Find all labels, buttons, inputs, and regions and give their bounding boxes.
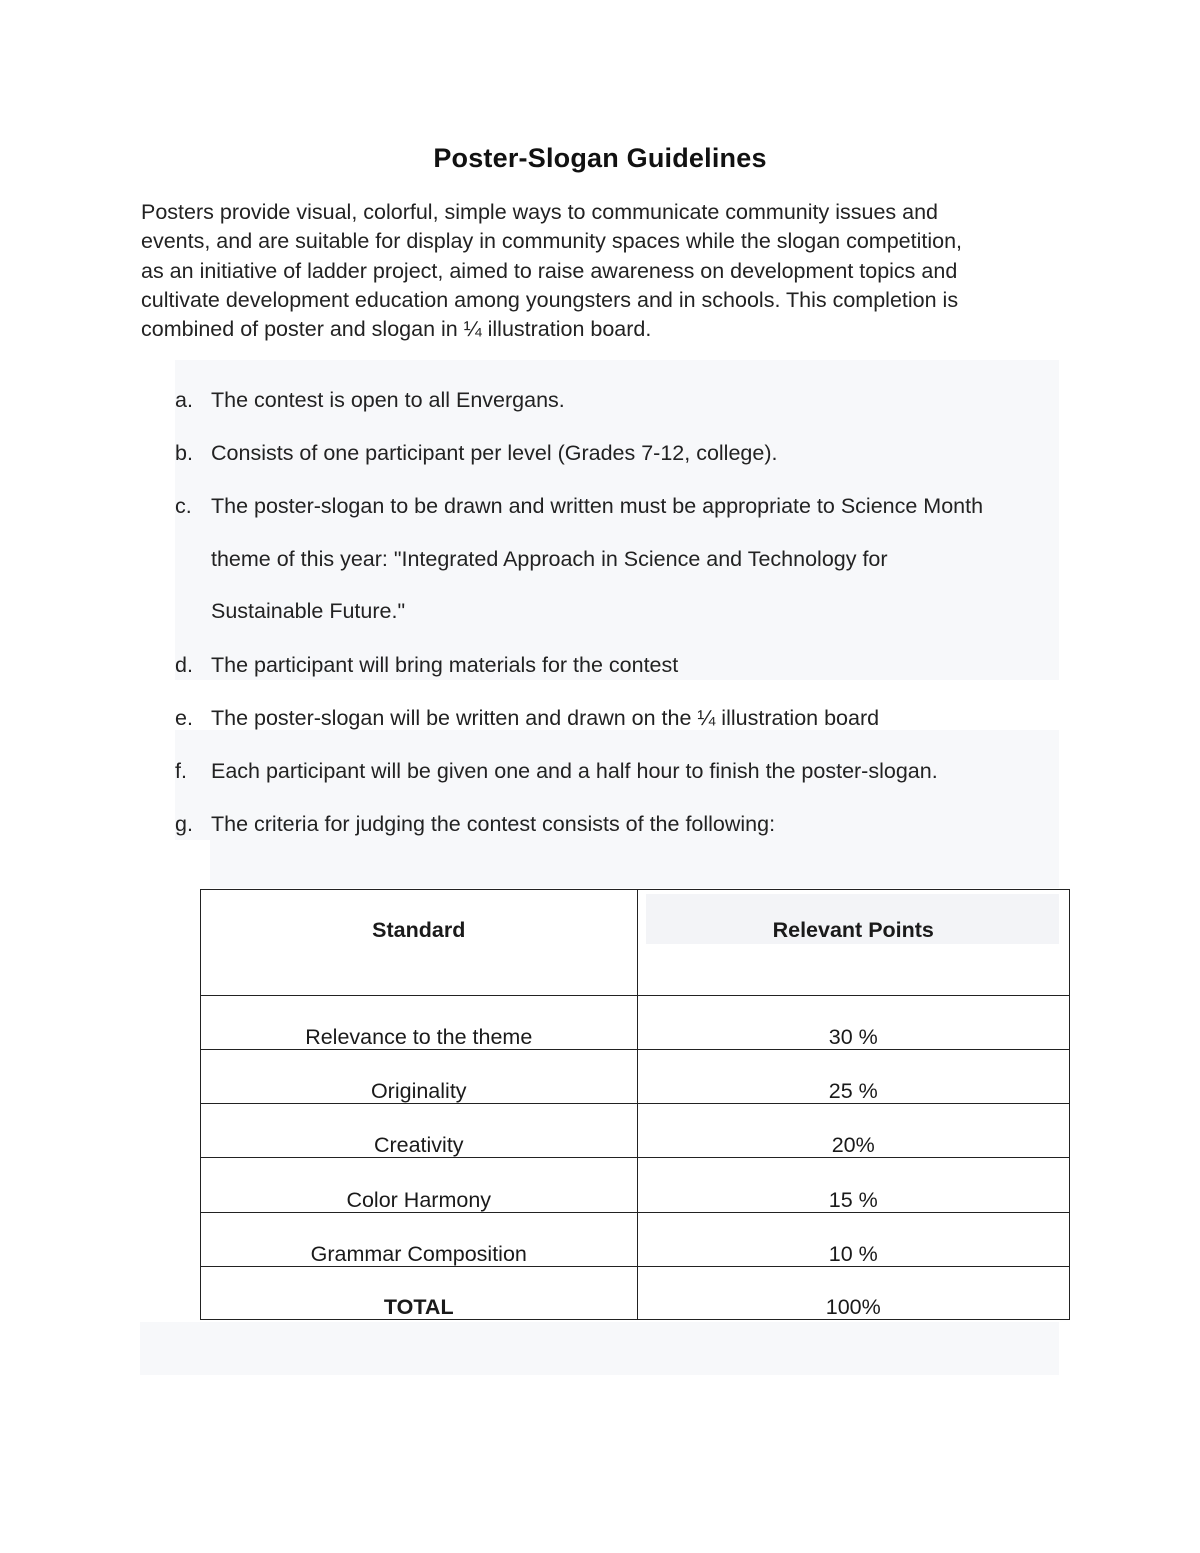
intro-line: as an initiative of ladder project, aimed to raise awareness on development topics and [141, 258, 958, 283]
table-cell-points: 20% [637, 1104, 1070, 1158]
list-marker: g. [175, 812, 193, 836]
table-total-row [201, 1267, 1070, 1320]
table-cell-standard: Grammar Composition [201, 1213, 638, 1267]
list-item-text: The poster-slogan will be written and drawn on the ¼ illustration board [211, 706, 880, 730]
page-title: Poster-Slogan Guidelines [433, 143, 767, 173]
table-cell-points: 30 % [637, 996, 1070, 1050]
column-header-relevant-points: Relevant Points [637, 890, 1070, 996]
highlight-band-table-gap [210, 840, 1059, 888]
table-cell-standard: Color Harmony [201, 1158, 638, 1213]
table-cell-standard: Relevance to the theme [201, 996, 638, 1050]
list-item-text: The participant will bring materials for the contest [211, 653, 679, 677]
table-cell-standard: Originality [201, 1050, 638, 1104]
list-item-text: The criteria for judging the contest consists of the following: [211, 812, 776, 836]
list-item-text: theme of this year: "Integrated Approach in Science and Technology for [211, 547, 888, 571]
table-row [201, 1158, 1070, 1213]
intro-line: events, and are suitable for display in community spaces while the slogan competition, [141, 229, 963, 254]
list-marker: f. [175, 759, 187, 783]
list-item-text: Sustainable Future." [211, 599, 406, 623]
list-marker: c. [175, 494, 192, 518]
intro-line: cultivate development education among youngsters and in schools. This completion is [141, 287, 959, 312]
list-item-text: Consists of one participant per level (Grades 7-12, college). [211, 441, 778, 465]
column-header-standard: Standard [201, 890, 638, 996]
table-cell-points: 10 % [637, 1213, 1070, 1267]
highlight-band-bottom [140, 1322, 1059, 1375]
table-cell-total-value: 100% [637, 1267, 1070, 1320]
table-cell-points: 25 % [637, 1050, 1070, 1104]
list-marker: d. [175, 653, 193, 677]
table-cell-points: 15 % [637, 1158, 1070, 1213]
intro-line: Posters provide visual, colorful, simple ways to communicate community issues and [141, 200, 939, 224]
list-marker: e. [175, 706, 193, 730]
list-marker: b. [175, 441, 193, 465]
table-cell-standard: Creativity [201, 1104, 638, 1158]
list-item-text: Each participant will be given one and a half hour to finish the poster-slogan. [211, 759, 938, 783]
table-row [201, 1104, 1070, 1158]
table-row [201, 1213, 1070, 1267]
intro-paragraph [141, 198, 1061, 344]
list-item-text: The poster-slogan to be drawn and written must be appropriate to Science Month [211, 494, 984, 518]
table-cell-total-label: TOTAL [201, 1267, 638, 1320]
list-item-text: The contest is open to all Envergans. [211, 388, 565, 412]
criteria-table [200, 889, 1070, 1320]
intro-line: combined of poster and slogan in ¼ illustration board. [141, 317, 652, 342]
table-header-row [201, 890, 1070, 996]
table-row [201, 1050, 1070, 1104]
list-marker: a. [175, 388, 193, 412]
table-row [201, 996, 1070, 1050]
